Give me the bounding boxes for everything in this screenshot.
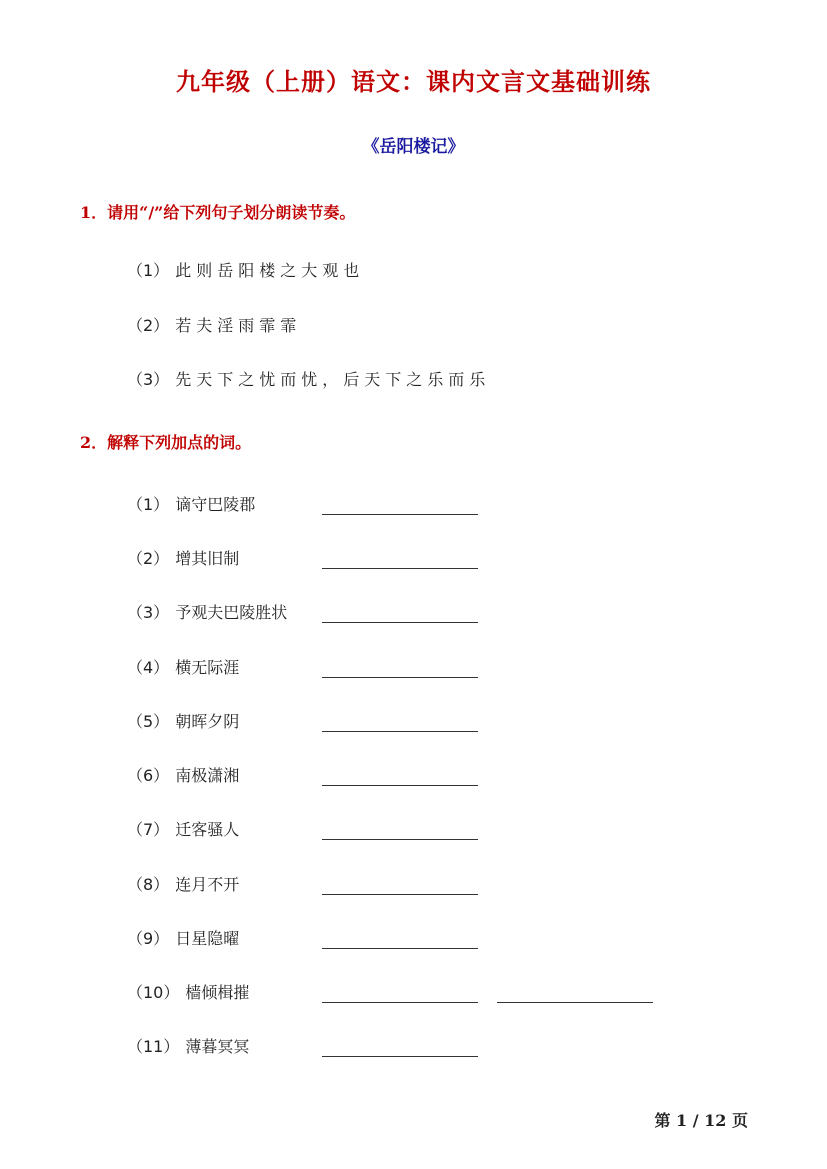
page-number: 第 1 / 12 页 [654,1111,748,1130]
word-item [127,655,727,679]
sentence-item [127,313,301,336]
sentence-text: 若夫淫雨霏霏 [175,316,302,335]
word-item [127,492,727,516]
sentence-text: 此则岳阳楼之大观也 [175,261,365,280]
answer-blank[interactable] [322,492,478,515]
answer-blank[interactable] [322,655,478,678]
word-item [127,872,727,896]
word-text: 谪守巴陵郡 [175,495,256,514]
answer-blank[interactable] [322,763,478,786]
word-item [127,1034,727,1058]
answer-blank[interactable] [322,872,478,895]
word-text: 横无际涯 [175,658,240,677]
question-2-heading: 2．解释下列加点的词。 [80,433,252,452]
page-subtitle: 《岳阳楼记》 [362,137,465,157]
answer-blank[interactable] [322,926,478,949]
word-item [127,817,727,841]
word-text: 迁客骚人 [175,820,240,839]
item-number: （11） [127,1037,180,1056]
word-item [127,926,727,950]
word-item [127,600,727,624]
item-number: （3） [127,603,170,622]
word-text: 薄暮冥冥 [185,1037,250,1056]
item-number: （3） [127,370,170,389]
item-number: （4） [127,658,170,677]
item-number: （1） [127,495,170,514]
item-number: （6） [127,766,170,785]
word-text: 增其旧制 [175,549,240,568]
word-text: 予观夫巴陵胜状 [175,603,288,622]
sentence-item [127,367,490,390]
item-number: （1） [127,261,170,280]
word-text: 连月不开 [175,875,240,894]
word-item [127,980,727,1004]
item-number: （5） [127,712,170,731]
word-text: 南极潇湘 [175,766,240,785]
page-title: 九年级（上册）语文：课内文言文基础训练 [176,67,651,96]
item-number: （2） [127,316,170,335]
answer-blank[interactable] [322,980,478,1003]
sentence-text: 先天下之忧而忧，后天下之乐而乐 [175,370,491,389]
answer-blank[interactable] [322,1034,478,1057]
answer-blank[interactable] [322,817,478,840]
word-text: 樯倾楫摧 [185,983,250,1002]
word-item [127,546,727,570]
word-text: 朝晖夕阴 [175,712,240,731]
answer-blank[interactable] [322,546,478,569]
item-number: （9） [127,929,170,948]
word-text: 日星隐曜 [175,929,240,948]
item-number: （8） [127,875,170,894]
question-1-heading: 1．请用“/”给下列句子划分朗读节奏。 [80,203,356,222]
item-number: （7） [127,820,170,839]
sentence-item [127,258,364,281]
item-number: （10） [127,983,180,1002]
answer-blank[interactable] [322,600,478,623]
answer-blank-second[interactable] [497,980,653,1003]
word-item [127,709,727,733]
word-item [127,763,727,787]
answer-blank[interactable] [322,709,478,732]
item-number: （2） [127,549,170,568]
